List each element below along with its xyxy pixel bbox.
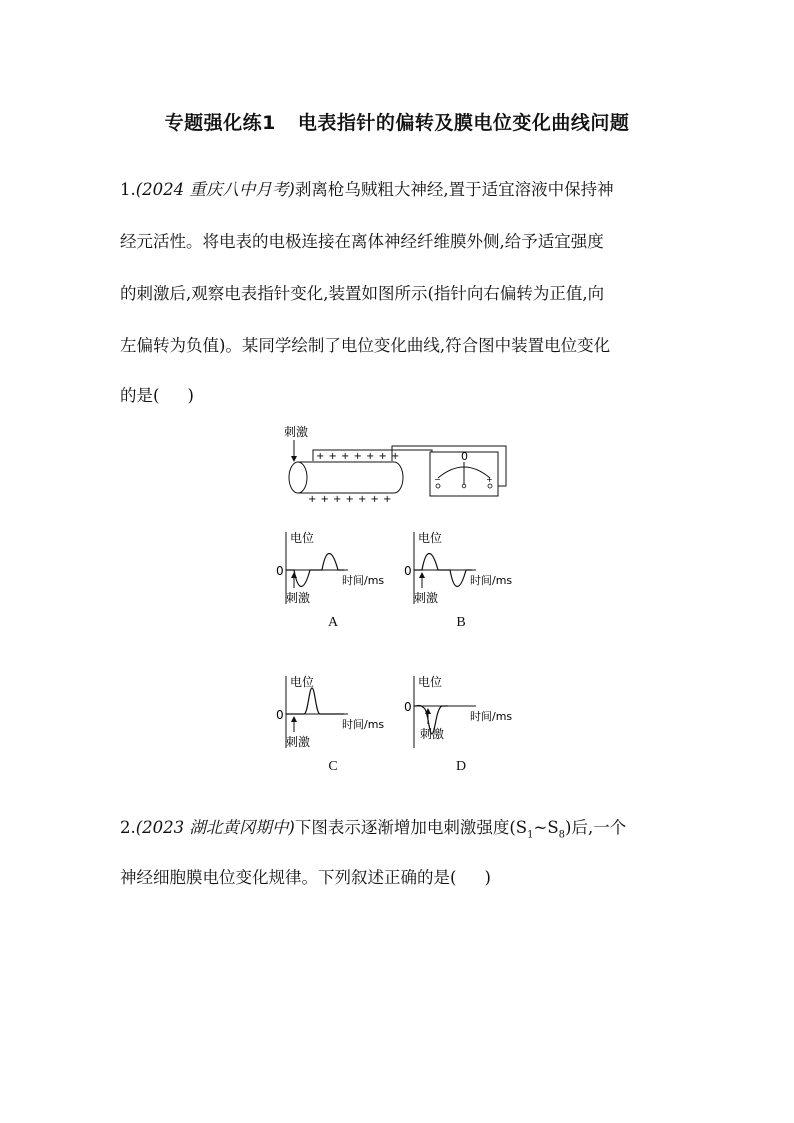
origin-label: 0 (276, 708, 284, 722)
graph-option-a (276, 530, 396, 610)
x-axis-label: 时间/ms (470, 574, 513, 587)
charge-plus-bottom: + (308, 494, 317, 505)
q1-line-5: 的是( ) (120, 386, 194, 405)
nerve-meter-apparatus (280, 420, 520, 510)
q2-source: (2023 湖北黄冈期中) (135, 818, 295, 837)
y-axis-label: 电位 (290, 675, 315, 689)
title-part2: 电表指针的偏转及膜电位变化曲线问题 (297, 112, 630, 134)
x-axis-label: 时间/ms (470, 710, 513, 723)
q2-number: 2. (120, 818, 136, 837)
q1-line-2: 经元活性。将电表的电极连接在离体神经纤维膜外侧,给予适宜强度 (120, 232, 604, 251)
y-axis-label: 电位 (418, 675, 443, 689)
stimulus-label: 刺激 (284, 425, 309, 439)
graph-option-b (404, 530, 524, 610)
galvanometer (430, 450, 498, 496)
q1-line-3: 的刺激后,观察电表指针变化,装置如图所示(指针向右偏转为正值,向 (120, 284, 605, 303)
charge-plus-bottom: + (333, 494, 342, 505)
charge-plus-top: + (391, 451, 400, 462)
membrane-charges-top (316, 451, 399, 462)
charge-plus-top: + (328, 451, 337, 462)
stimulus-text: 刺激 (286, 735, 311, 749)
q1-line-4: 左偏转为负值)。某同学绘制了电位变化曲线,符合图中装置电位变化 (120, 336, 611, 355)
stimulus-text: 刺激 (286, 591, 311, 605)
y-axis-label: 电位 (290, 531, 315, 545)
origin-label: 0 (404, 700, 412, 714)
q1-line-1: 1.(2024 重庆八中月考)剥离枪乌贼粗大神经,置于适宜溶液中保持神 (120, 180, 614, 199)
charge-plus-top: + (341, 451, 350, 462)
terminal-left (436, 484, 440, 488)
potential-curve (286, 688, 344, 714)
title-part1: 专题强化练1 (164, 112, 276, 134)
q1-source: (2024 重庆八中月考) (135, 180, 295, 199)
charge-plus-top: + (378, 451, 387, 462)
stimulus-arrowhead (291, 716, 297, 722)
graph-option-d (404, 674, 524, 754)
charge-plus-bottom: + (383, 494, 392, 505)
stimulus-arrowhead (419, 572, 425, 578)
charge-plus-bottom: + (370, 494, 379, 505)
option-label-b: B (456, 615, 466, 630)
q2-line-2: 神经细胞膜电位变化规律。下列叙述正确的是( ) (120, 868, 491, 887)
charge-plus-bottom: + (358, 494, 367, 505)
x-axis-label: 时间/ms (342, 574, 385, 587)
q1-number: 1. (120, 180, 136, 199)
q2-line-1: 2.(2023 湖北黄冈期中)下图表示逐渐增加电刺激强度$(S_1\sim S_8)$后,一个 (120, 818, 627, 841)
origin-label: 0 (404, 564, 412, 578)
stimulus-text: 刺激 (420, 727, 445, 741)
meter-zero: 0 (461, 450, 468, 463)
option-label-c: C (328, 759, 338, 774)
origin-label: 0 (276, 564, 284, 578)
y-axis-label: 电位 (418, 531, 443, 545)
svg-text:+: + (486, 475, 493, 484)
membrane-charges-bottom (308, 494, 391, 505)
x-axis-label: 时间/ms (342, 718, 385, 731)
charge-plus-bottom: + (345, 494, 354, 505)
stimulus-text: 刺激 (414, 591, 439, 605)
svg-text:−: − (434, 475, 441, 484)
option-label-a: A (327, 615, 339, 630)
graph-option-c (276, 674, 396, 754)
option-label-d: D (455, 759, 467, 774)
charge-plus-top: + (353, 451, 362, 462)
charge-plus-bottom: + (320, 494, 329, 505)
terminal-right (488, 484, 492, 488)
page-title (0, 108, 794, 135)
charge-plus-top: + (366, 451, 375, 462)
charge-plus-top: + (316, 451, 325, 462)
nerve-fiber (289, 462, 403, 493)
